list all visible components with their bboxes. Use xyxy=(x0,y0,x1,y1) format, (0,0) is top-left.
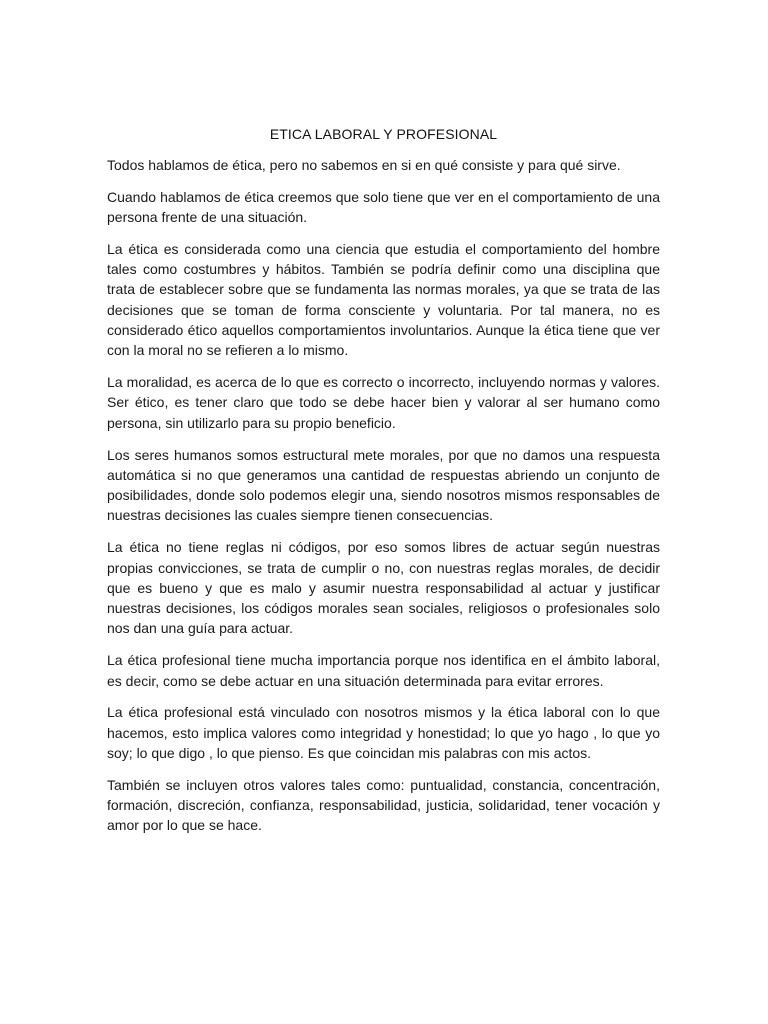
paragraph-2: Cuando hablamos de ética creemos que solo tiene que ver en el comportamiento de una persona frente de una situación. xyxy=(107,188,660,226)
paragraph-4: La moralidad, es acerca de lo que es correcto o incorrecto, incluyendo normas y valores. Ser ético, es tener claro que todo se debe hacer bien y valorar al ser humano como persona, sin utilizarlo para su propio beneficio. xyxy=(107,374,660,431)
paragraph-3: La ética es considerada como una ciencia que estudia el comportamiento del hombre tales como costumbres y hábitos. También se podría definir como una disciplina que trata de establecer sobre que se fundamenta las normas morales, ya que se trata de las decisiones que se toman de forma consciente y voluntaria. Por tal manera, no es considerado ético aquellos comportamientos involuntarios. Aunque la ética tiene que ver con la moral no se refieren a lo mismo. xyxy=(107,240,660,359)
paragraph-6: La ética no tiene reglas ni códigos, por eso somos libres de actuar según nuestras propias convicciones, se trata de cumplir o no, con nuestras reglas morales, de decidir que es bueno y que es malo y asumir nuestra responsabilidad al actuar y justificar nuestras decisiones, los códigos morales sean sociales, religiosos o profesionales solo nos dan una guía para actuar. xyxy=(107,539,660,637)
document-page xyxy=(107,124,660,847)
paragraph-5: Los seres humanos somos estructural mete morales, por que no damos una respuesta automática si no que generamos una cantidad de respuestas abriendo un conjunto de posibilidades, donde solo podemos elegir una, siendo nosotros mismos responsables de nuestras decisiones las cuales siempre tienen consecuencias. xyxy=(107,446,660,524)
paragraph-7: La ética profesional tiene mucha importancia porque nos identifica en el ámbito laboral, es decir, como se debe actuar en una situación determinada para evitar errores. xyxy=(107,652,660,689)
paragraph-8: La ética profesional está vinculado con nosotros mismos y la ética laboral con lo que hacemos, esto implica valores como integridad y honestidad; lo que yo hago , lo que yo soy; lo que digo , lo que pienso. Es que coincidan mis palabras con mis actos. xyxy=(107,704,660,761)
paragraph-9: También se incluyen otros valores tales como: puntualidad, constancia, concentración, formación, discreción, confianza, responsabilidad, justicia, solidaridad, tener vocación y amor por lo que se hace. xyxy=(107,776,660,834)
document-title: ETICA LABORAL Y PROFESIONAL xyxy=(269,126,498,142)
paragraph-1: Todos hablamos de ética, pero no sabemos en si en qué consiste y para qué sirve. xyxy=(107,157,621,173)
